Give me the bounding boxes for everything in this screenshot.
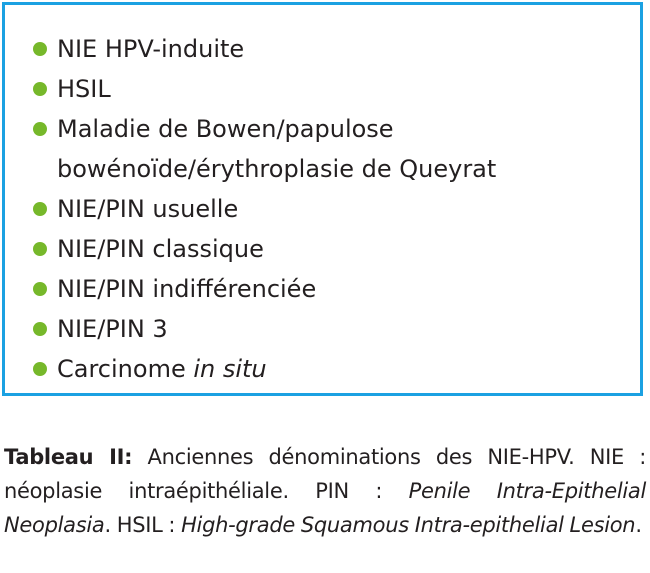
list-item-text: NIE/PIN classique — [57, 235, 264, 263]
table-frame — [2, 2, 643, 396]
list-item-text: NIE/PIN indifférenciée — [57, 275, 317, 303]
caption-label: Tableau II: — [4, 445, 133, 469]
list-item-text: HSIL — [57, 75, 111, 103]
list-item — [33, 309, 496, 349]
list-item-text: NIE HPV-induite — [57, 35, 245, 63]
bullet-icon — [33, 42, 47, 56]
bullet-icon — [33, 322, 47, 336]
list-item — [33, 229, 496, 269]
list-item — [33, 189, 496, 229]
bullet-icon — [33, 242, 47, 256]
caption-text: . HSIL : — [104, 513, 182, 537]
caption-italic-pin: Penile Intra-Epithelial Neoplasia — [4, 479, 646, 537]
list-item — [33, 349, 496, 389]
bullet-icon — [33, 122, 47, 136]
list-item-text: Maladie de Bowen/papulose — [57, 115, 394, 143]
list-item-italic-text: in situ — [193, 355, 267, 383]
bullet-icon — [33, 202, 47, 216]
caption-italic-hsil: High-grade Squamous Intra-epithelial Lesion — [181, 513, 636, 537]
table-caption — [4, 440, 646, 542]
caption-text: . — [635, 513, 642, 537]
list-item — [33, 109, 496, 149]
list-item-text: NIE/PIN usuelle — [57, 195, 239, 223]
list-item-text: bowénoïde/érythroplasie de Queyrat — [57, 155, 497, 183]
bullet-icon — [33, 282, 47, 296]
bullet-icon — [33, 82, 47, 96]
list-item-continuation — [33, 149, 496, 189]
list-item — [33, 269, 496, 309]
denominations-list — [33, 29, 496, 389]
list-item-text: NIE/PIN 3 — [57, 315, 168, 343]
list-item — [33, 29, 496, 69]
list-item — [33, 69, 496, 109]
caption-text: Anciennes dénominations des NIE-HPV. NIE : néoplasie intraépithéliale. PIN : — [4, 445, 646, 503]
bullet-icon — [33, 362, 47, 376]
list-item-text: Carcinome — [57, 355, 194, 383]
